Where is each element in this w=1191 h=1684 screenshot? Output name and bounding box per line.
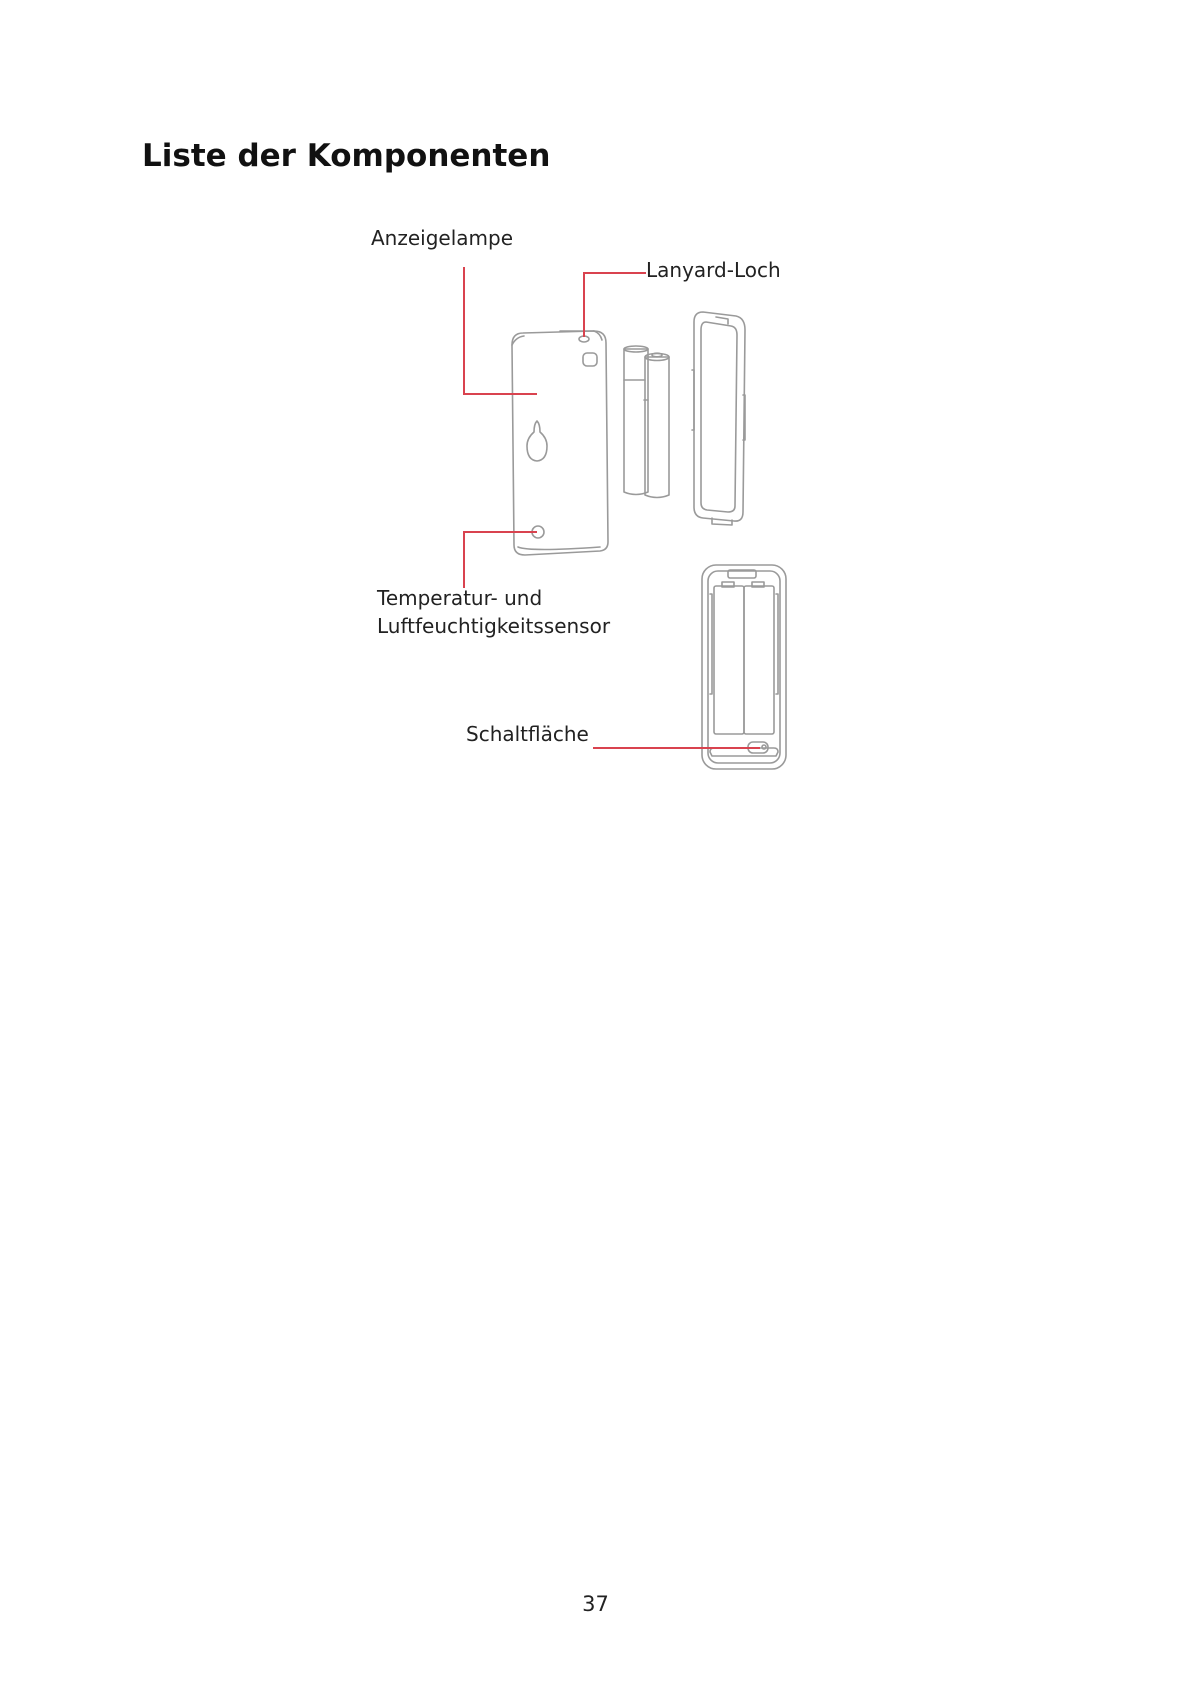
leader-line-lanyard-hole (584, 273, 646, 337)
label-sensor-line-1: Temperatur- und (377, 586, 543, 610)
page-title: Liste der Komponenten (142, 138, 551, 174)
device-back-open (702, 565, 786, 769)
page-number: 37 (582, 1592, 609, 1616)
label-indicator-lamp: Anzeigelampe (371, 226, 514, 250)
device-body (512, 331, 608, 555)
label-temperature-humidity-sensor (377, 584, 610, 640)
leader-lines (464, 267, 760, 748)
label-lanyard-hole: Lanyard-Loch (646, 258, 781, 282)
leader-line-sensor (464, 532, 537, 588)
label-button: Schaltfläche (466, 722, 589, 746)
label-sensor-line-2: Luftfeuchtigkeitssensor (377, 614, 611, 638)
batteries (624, 346, 669, 498)
back-cover (692, 312, 745, 525)
leader-line-indicator-lamp (464, 267, 537, 394)
